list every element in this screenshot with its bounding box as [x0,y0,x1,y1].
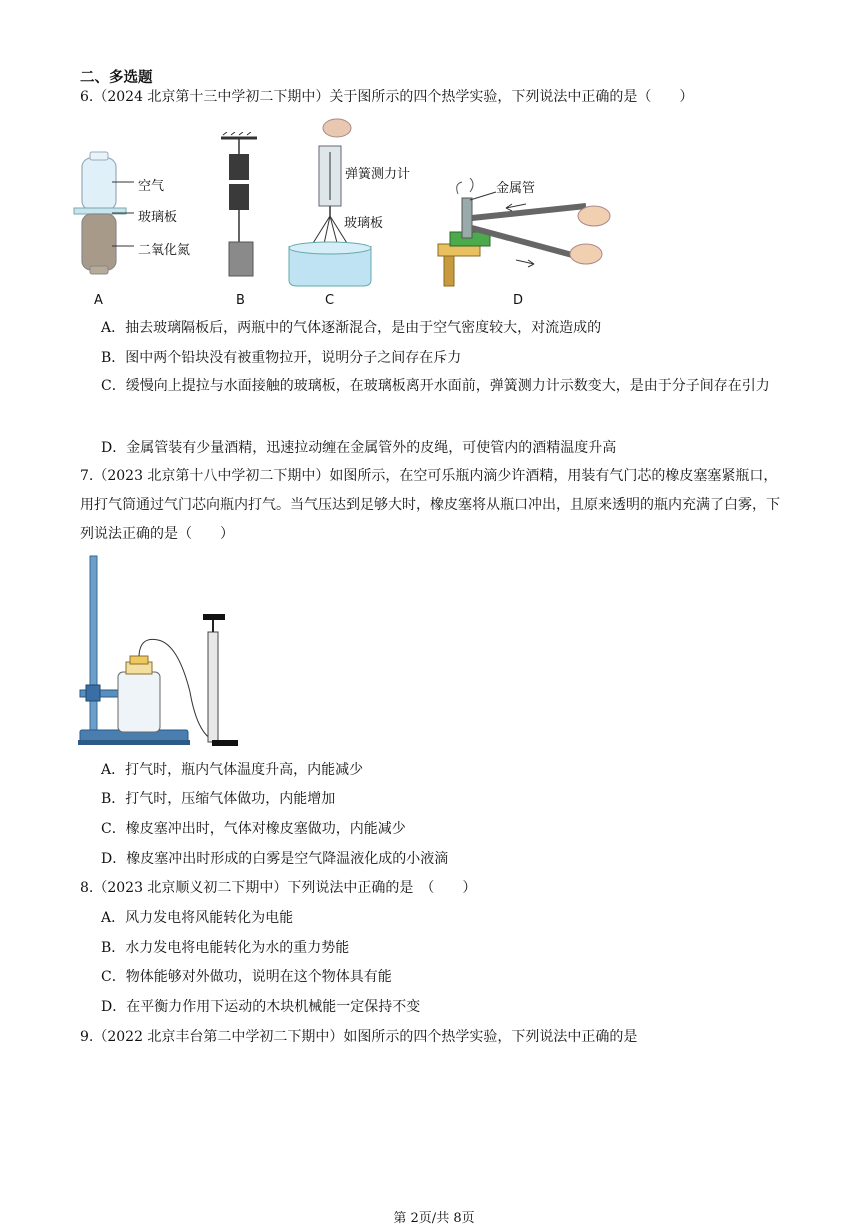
caption-a: A [94,293,103,308]
q6-option-c: C．缓慢向上提拉与水面接触的玻璃板，在玻璃板离开水面前，弹簧测力计示数变大，是由于分子间存在引力 [101,378,770,394]
label-air: 空气 [138,179,165,194]
fig-b-lead-blocks [215,132,265,282]
q6-option-a: A．抽去玻璃隔板后，两瓶中的气体逐渐混合，是由于空气密度较大，对流造成的 [101,320,602,336]
caption-d: D [513,293,524,308]
label-no2: 二氧化氮 [138,243,191,258]
q8-option-c: C．物体能够对外做功，说明在这个物体具有能 [101,969,392,985]
q7-option-b: B．打气时，压缩气体做功，内能增加 [101,791,336,807]
q8-option-d: D．在平衡力作用下运动的木块机械能一定保持不变 [101,999,421,1015]
caption-c: C [325,293,335,308]
fig-c-spring-scale [285,116,375,288]
q6-stem: 6.（2024 北京第十三中学初二下期中）关于图所示的四个热学实验，下列说法中正确的是（ ） [80,89,694,105]
label-spring-scale: 弹簧测力计 [345,167,411,182]
label-glass-plate-c: 玻璃板 [344,216,384,231]
q7-stem: 7.（2023 北京第十八中学初二下期中）如图所示，在空可乐瓶内滴少许酒精，用装有气门芯的橡皮塞塞紧瓶口，用打气筒通过气门芯向瓶内打气。当气压达到足够大时，橡皮塞将从瓶口冲出，且原来透明的瓶内充满了白雾，下列说法正确的是（ ） [80,468,780,542]
q7-option-a: A．打气时，瓶内气体温度升高，内能减少 [101,762,364,778]
label-glass-plate: 玻璃板 [138,210,178,225]
q9-stem: 9.（2022 北京丰台第二中学初二下期中）如图所示的四个热学实验，下列说法中正确的是 [80,1029,638,1045]
page-footer: 第 2页/共 8页 [393,1211,475,1226]
q8-stem: 8.（2023 北京顺义初二下期中）下列说法中正确的是 （ ） [80,880,477,896]
label-metal-tube: 金属管 [496,181,536,196]
q8-option-b: B．水力发电将电能转化为水的重力势能 [101,940,350,956]
q7-figure-bottle-pump [78,552,248,748]
q8-option-a: A．风力发电将风能转化为电能 [101,910,294,926]
q7-option-d: D．橡皮塞冲出时形成的白雾是空气降温液化成的小液滴 [101,851,449,867]
section-title: 二、多选题 [80,69,153,86]
q6-option-d: D．金属管装有少量酒精，迅速拉动缠在金属管外的皮绳，可使管内的酒精温度升高 [101,440,617,456]
q6-option-b: B．图中两个铅块没有被重物拉开，说明分子之间存在斥力 [101,350,462,366]
q7-option-c: C．橡皮塞冲出时，气体对橡皮塞做功，内能减少 [101,821,406,837]
caption-b: B [236,293,245,308]
